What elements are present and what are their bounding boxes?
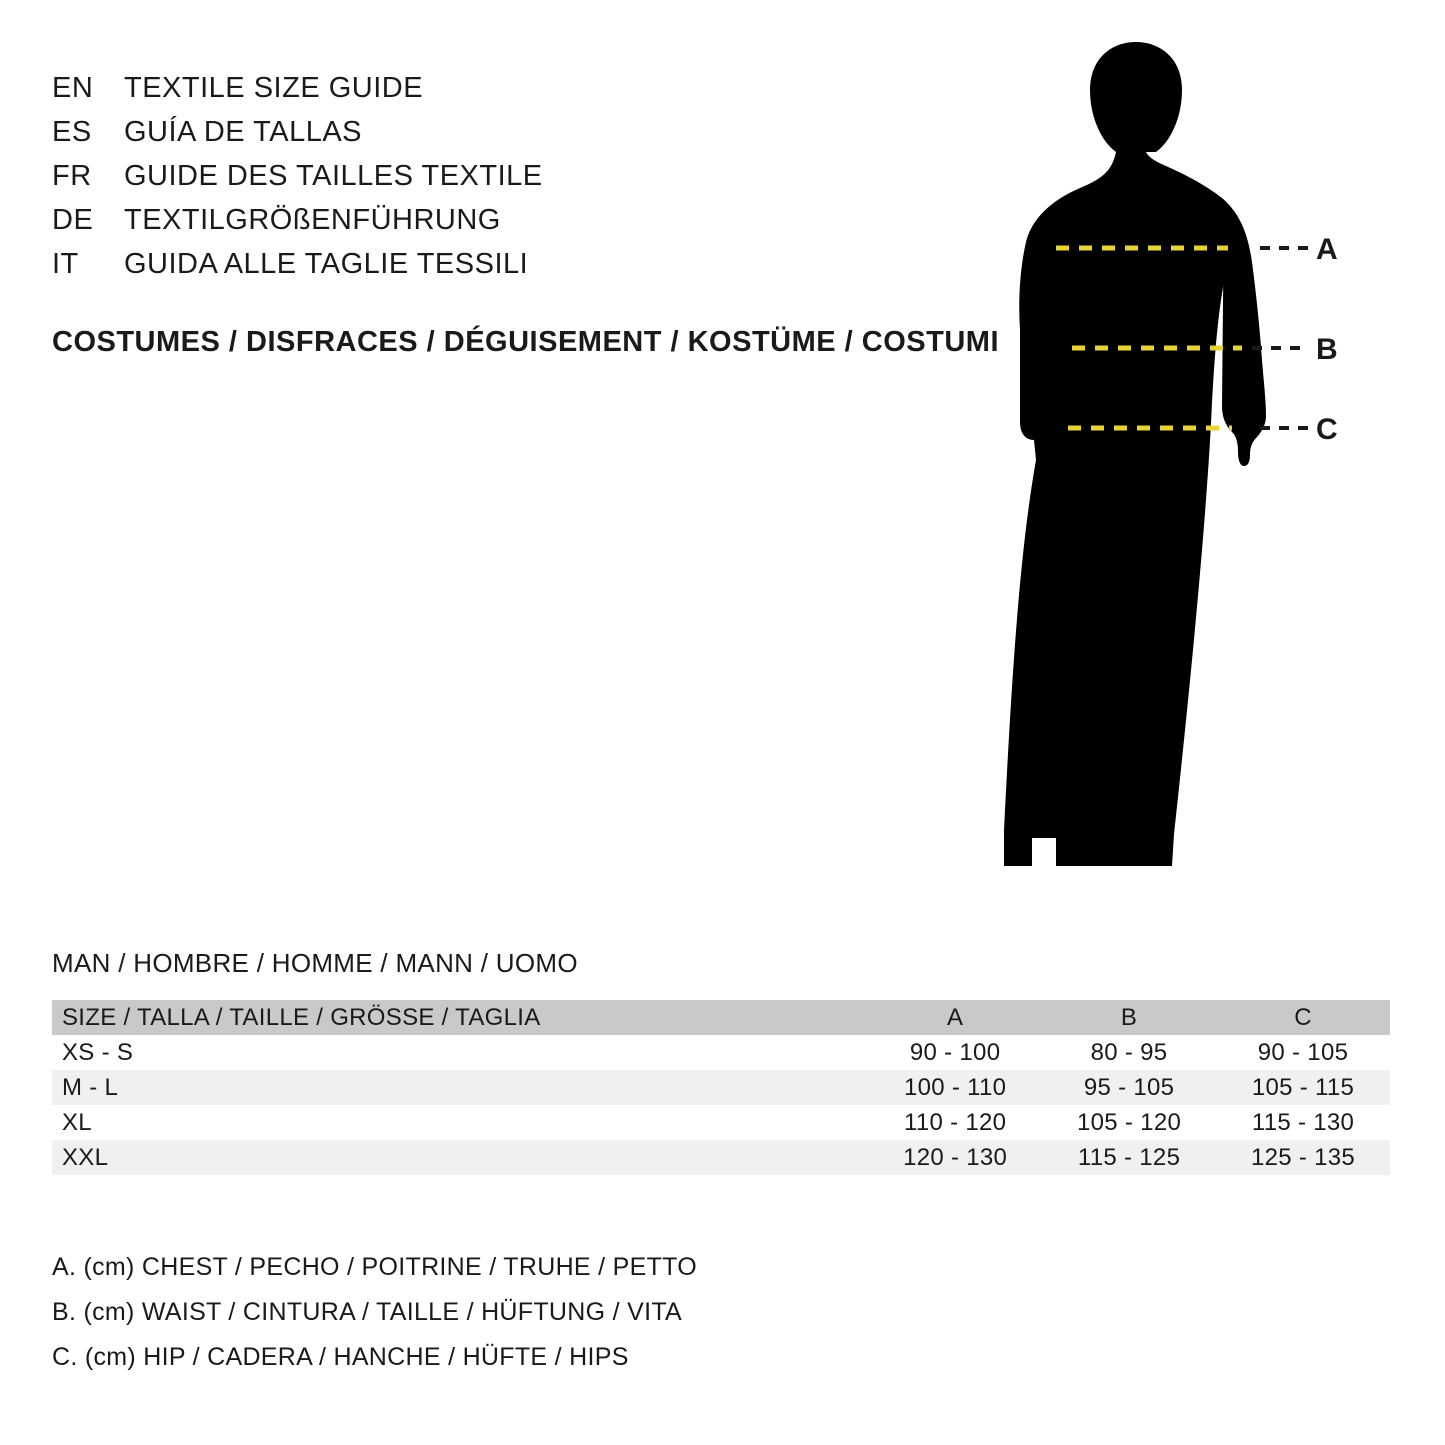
silhouette-figure <box>1004 42 1266 866</box>
legend-item-c: C. (cm) HIP / CADERA / HANCHE / HÜFTE / HIPS <box>52 1343 629 1371</box>
column-header-a: A <box>868 1000 1042 1035</box>
cell-b: 115 - 125 <box>1042 1140 1216 1175</box>
costumes-subtitle: COSTUMES / DISFRACES / DÉGUISEMENT / KOSTÜME / COSTUMI <box>52 326 999 358</box>
legend-item-b: B. (cm) WAIST / CINTURA / TAILLE / HÜFTUNG / VITA <box>52 1298 683 1326</box>
language-list <box>52 66 972 286</box>
marker-label-b: B <box>1316 333 1338 366</box>
cell-size: XL <box>52 1105 868 1140</box>
cell-size: XXL <box>52 1140 868 1175</box>
legend-item-a: A. (cm) CHEST / PECHO / POITRINE / TRUHE / PETTO <box>52 1253 698 1281</box>
cell-c: 115 - 130 <box>1216 1105 1390 1140</box>
table-row <box>52 1035 1390 1070</box>
table-title: MAN / HOMBRE / HOMME / MANN / UOMO <box>52 948 578 978</box>
language-label: GUIDE DES TAILLES TEXTILE <box>124 160 543 192</box>
language-label: GUÍA DE TALLAS <box>124 116 363 148</box>
language-row <box>52 66 972 110</box>
language-row <box>52 154 972 198</box>
cell-size: XS - S <box>52 1035 868 1070</box>
cell-c: 105 - 115 <box>1216 1070 1390 1105</box>
language-code: ES <box>52 116 92 148</box>
cell-b: 95 - 105 <box>1042 1070 1216 1105</box>
marker-label-c: C <box>1316 413 1338 446</box>
language-label: GUIDA ALLE TAGLIE TESSILI <box>124 248 529 280</box>
marker-label-a: A <box>1316 233 1338 266</box>
cell-a: 100 - 110 <box>868 1070 1042 1105</box>
table-row <box>52 1140 1390 1175</box>
body-silhouette-diagram <box>960 30 1380 910</box>
language-row <box>52 198 972 242</box>
language-code: FR <box>52 160 92 192</box>
cell-c: 125 - 135 <box>1216 1140 1390 1175</box>
language-code: IT <box>52 248 79 280</box>
language-row <box>52 110 972 154</box>
column-header-c: C <box>1216 1000 1390 1035</box>
table-row <box>52 1070 1390 1105</box>
cell-b: 105 - 120 <box>1042 1105 1216 1140</box>
table-header-row <box>52 1000 1390 1035</box>
column-header-b: B <box>1042 1000 1216 1035</box>
language-code: EN <box>52 72 94 104</box>
column-header-size: SIZE / TALLA / TAILLE / GRÖSSE / TAGLIA <box>52 1000 868 1035</box>
cell-c: 90 - 105 <box>1216 1035 1390 1070</box>
cell-a: 120 - 130 <box>868 1140 1042 1175</box>
measurement-legend <box>52 1245 697 1380</box>
language-code: DE <box>52 204 94 236</box>
language-row <box>52 242 972 286</box>
language-label: TEXTILE SIZE GUIDE <box>124 72 424 104</box>
table-row <box>52 1105 1390 1140</box>
size-table <box>52 1000 1390 1175</box>
language-label: TEXTILGRÖßENFÜHRUNG <box>124 204 501 236</box>
cell-b: 80 - 95 <box>1042 1035 1216 1070</box>
cell-a: 90 - 100 <box>868 1035 1042 1070</box>
cell-size: M - L <box>52 1070 868 1105</box>
cell-a: 110 - 120 <box>868 1105 1042 1140</box>
